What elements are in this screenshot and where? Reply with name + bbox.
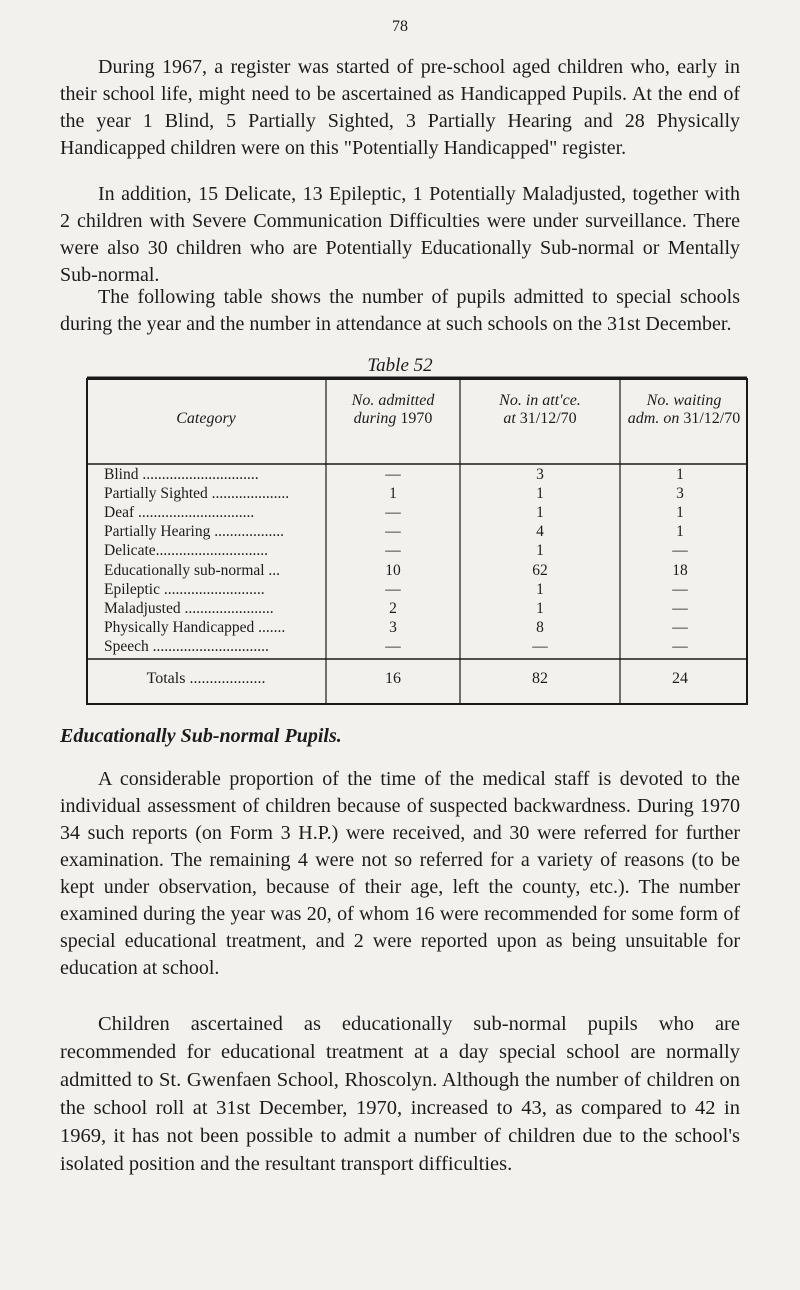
section-heading: Educationally Sub-normal Pupils. — [60, 725, 342, 747]
special-schools-table: Category No. admitted during 1970 No. in att'ce. at 31/12/70 No. waiting adm. on 31/12/70 Blind .............................. — 3 1 Partially Sighted .................... 1 1 3 Deaf .............................. — 1 1 Partially Hearing .................. — 4 1 Delicate............................. — 1 — Educationally sub-normal ... 10 62 18 Epileptic .......................... — 1 — Maladjusted ....................... 2 1 — Physically Handicapped ....... 3 8 — Speech .............................. — — — Totals ................... 16 82 24 — [86, 376, 750, 706]
page-number: 78 — [392, 18, 408, 35]
header-category: Category — [176, 410, 236, 427]
header-attendance: No. in att'ce. at 31/12/70 — [499, 392, 581, 427]
header-waiting: No. waiting adm. on 31/12/70 — [627, 392, 741, 427]
table-row: Delicate............................. — 1 — — [104, 542, 688, 559]
table-row: Speech .............................. — — — — [104, 638, 688, 655]
paragraph-surveillance: In addition, 15 Delicate, 13 Epileptic, 1 Potentially Maladjusted, together with 2 children with Severe Communication Difficulties were under surveillance. There were also 30 children who are Potentially Educationally Sub-normal or Mentally Sub-normal. — [60, 183, 740, 286]
table-title: Table 52 — [367, 355, 433, 376]
table-row: Educationally sub-normal ... 10 62 18 — [104, 562, 688, 579]
table-row: Partially Sighted .................... 1 1 3 — [104, 485, 684, 502]
paragraph-register: During 1967, a register was started of pre-school aged children who, early in their school life, might need to be ascertained as Handicapped Pupils. At the end of the year 1 Blind, 5 Partially Sighted, 3 Partially Hearing and 28 Physically Handicapped children were on this "Potentially Handicapped" register. — [60, 56, 740, 159]
paragraph-assessment: A considerable proportion of the time of the medical staff is devoted to the individual assessment of children because of suspected backwardness. During 1970 34 such reports (on Form 3 H.P.) were received, and 30 were referred for further examination. The remaining 4 were not so referred for a variety of reasons (to be kept under observation, because of their age, left the county, etc.). The number examined during the year was 20, of whom 16 were recommended for some form of special educational treatment, and 2 were reported upon as being unsuitable for education at school. — [60, 768, 740, 979]
table-row: Epileptic .......................... — 1 — — [104, 581, 688, 598]
table-row: Partially Hearing .................. — 4 1 — [104, 523, 684, 540]
paragraph-table-intro: The following table shows the number of pupils admitted to special schools during the year and the number in attendance at such schools on the 31st December. — [60, 286, 740, 335]
table-row: Maladjusted ....................... 2 1 — — [104, 600, 688, 617]
table-row: Blind .............................. — 3 1 — [104, 466, 684, 483]
paragraph-st-gwenfaen: Children ascertained as educationally sub-normal pupils who are recommended for educational treatment at a day special school are normally admitted to St. Gwenfaen School, Rhoscolyn. Although the number of children on the school roll at 31st December, 1970, increased to 43, as compared to 42 in 1969, it has not been possible to admit a number of children due to the school's isolated position and the resultant transport difficulties. — [60, 1013, 740, 1175]
table-row: Physically Handicapped ....... 3 8 — — [104, 619, 688, 636]
header-admitted: No. admitted during 1970 — [351, 392, 435, 427]
table-row: Deaf .............................. — 1 1 — [104, 504, 684, 521]
